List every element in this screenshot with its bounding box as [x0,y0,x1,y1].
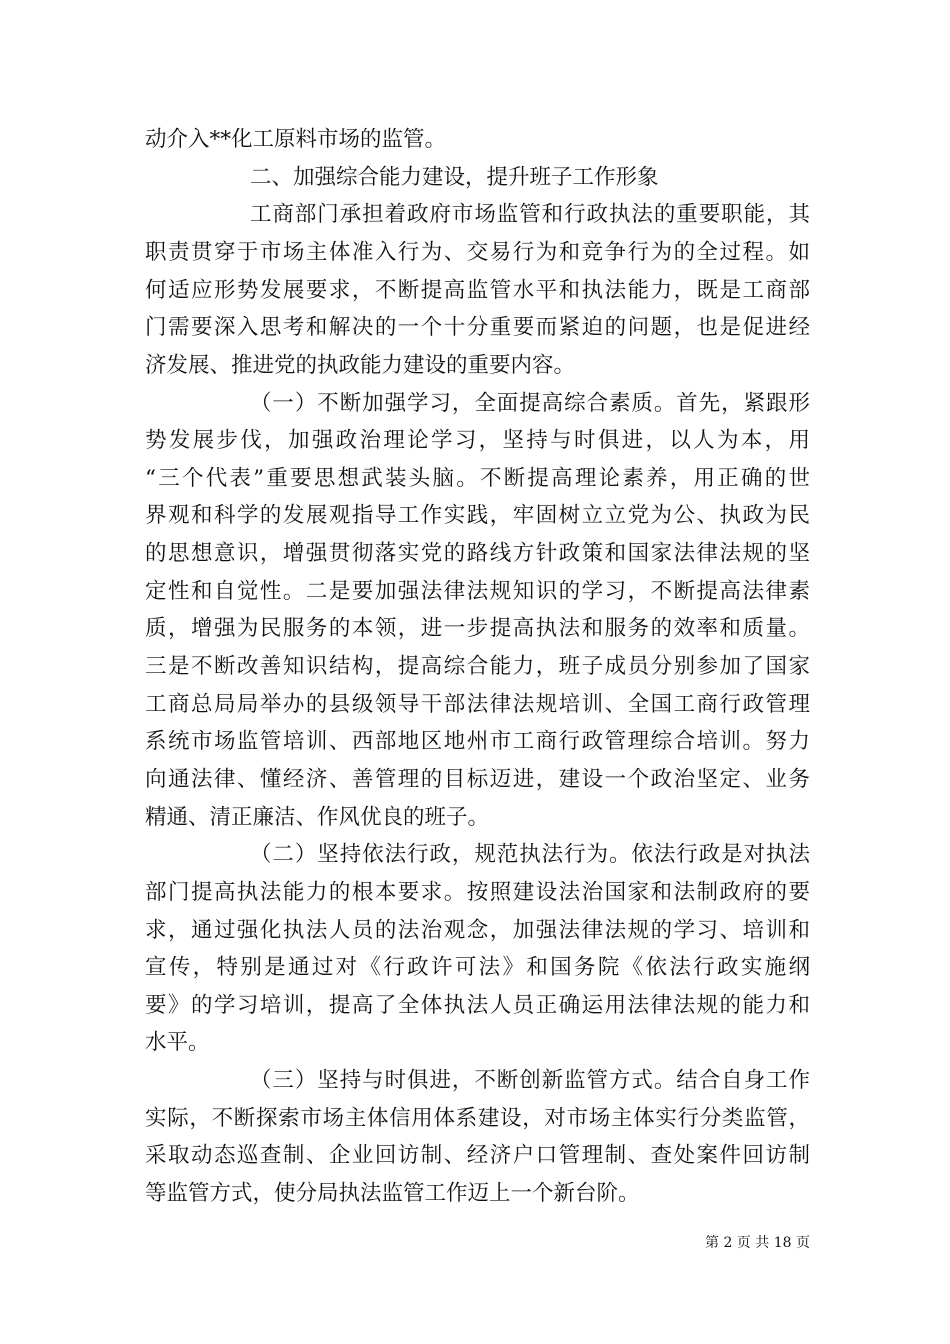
text-line: 界观和科学的发展观指导工作实践，牢固树立立党为公、执政为民 [145,503,810,529]
text-line: 门需要深入思考和解决的一个十分重要而紧迫的问题，也是促进经 [145,315,810,341]
text-line: 部门提高执法能力的根本要求。按照建设法治国家和法制政府的要 [145,879,810,905]
text-line: 宣传，特别是通过对《行政许可法》和国务院《依法行政实施纲 [145,955,810,981]
text-line: 三是不断改善知识结构，提高综合能力，班子成员分别参加了国家 [145,654,810,679]
text-line: 求，通过强化执法人员的法治观念，加强法律法规的学习、培训和 [145,917,810,943]
text-line: 势发展步伐，加强政治理论学习，坚持与时俱进，以人为本，用 [145,428,810,454]
text-line: “三个代表”重要思想武装头脑。不断提高理论素养，用正确的世 [145,465,810,491]
text-line: 的思想意识，增强贯彻落实党的路线方针政策和国家法律法规的坚 [145,541,810,567]
text-line: 何适应形势发展要求，不断提高监管水平和执法能力，既是工商部 [145,277,810,303]
text-line: 水平。 [145,1030,210,1056]
text-line: 定性和自觉性。二是要加强法律法规知识的学习，不断提高法律素 [145,578,810,604]
text-line: 精通、清正廉洁、作风优良的班子。 [145,804,490,830]
text-line: 济发展、推进党的执政能力建设的重要内容。 [145,352,576,378]
text-line: 系统市场监管培训、西部地区地州市工商行政管理综合培训。努力 [145,729,810,755]
text-line: 实际，不断探索市场主体信用体系建设，对市场主体实行分类监管， [145,1105,810,1131]
page-footer: 第 2 页 共 18 页 [705,1235,810,1251]
text-line: 质，增强为民服务的本领，进一步提高执法和服务的效率和质量。 [145,616,810,642]
text-line: 向通法律、懂经济、善管理的目标迈进，建设一个政治坚定、业务 [145,766,810,792]
subsection-heading-line: （三）坚持与时俱进，不断创新监管方式。结合自身工作 [250,1068,810,1094]
section-heading: 二、加强综合能力建设，提升班子工作形象 [250,164,659,190]
text-line: 采取动态巡查制、企业回访制、经济户口管理制、查处案件回访制 [145,1143,810,1169]
text-line: 要》的学习培训，提高了全体执法人员正确运用法律法规的能力和 [145,992,810,1018]
text-line: 等监管方式，使分局执法监管工作迈上一个新台阶。 [145,1181,640,1206]
text-line: 动介入**化工原料市场的监管。 [145,127,447,152]
subsection-heading-line: （二）坚持依法行政，规范执法行为。依法行政是对执法 [250,842,810,868]
text-line: 工商总局局举办的县级领导干部法律法规培训、全国工商行政管理 [145,691,810,717]
text-line: 职责贯穿于市场主体准入行为、交易行为和竞争行为的全过程。如 [145,239,810,265]
subsection-heading-line: （一）不断加强学习，全面提高综合素质。首先，紧跟形 [250,390,810,416]
text-line: 工商部门承担着政府市场监管和行政执法的重要职能，其 [250,202,810,228]
